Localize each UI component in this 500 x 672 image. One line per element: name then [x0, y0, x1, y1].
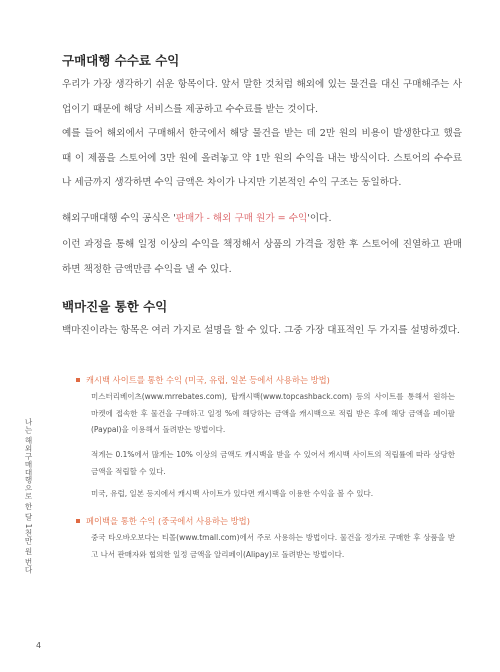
section-title-purchase-fee: 구매대행 수수료 수익 [62, 53, 180, 68]
paragraph-fee-intro: 우리가 가장 생각하기 쉬운 항목이다. 앞서 말한 것처럼 해외에 있는 물건을 대신 구매해주는 사업이기 때문에 해당 서비스를 제공하고 수수료를 받는 것이다. [62, 79, 462, 115]
paragraph-payback-method: 중국 타오바오보다는 티몰(www.tmall.com)에서 주로 사용하는 방법이다. 물건을 정가로 구매한 후 상품을 받고 나서 판매자와 협의한 일정 금액을 알리페이(Alipay)로 돌려받는 방법이다. [91, 533, 455, 559]
bullet-heading-payback-text: 페이백을 통한 수익 (중국에서 사용하는 방법) [86, 516, 250, 526]
bullet-heading-cashback-text: 캐시백 사이트를 통한 수익 (미국, 유럽, 일본 등에서 사용하는 방법) [86, 375, 330, 385]
paragraph-cashback-sites: 미스터리베이츠(www.mrrebates.com), 탑캐시백(www.topcashback.com) 등의 사이트를 통해서 원하는 마켓에 접속한 후 물건을 구매하고 일정 %에 해당하는 금액을 캐시백으로 적립 받은 후에 해당 금액을 페이팔(Paypal)을 이용해서 돌려받는 방법이다. [91, 392, 455, 434]
formula-prefix: 해외구매대행 수익 공식은 ' [62, 213, 176, 224]
paragraph-fee-example: 예를 들어 해외에서 구매해서 한국에서 해당 물건을 받는 데 2만 원의 비용이 발생한다고 했을 때 이 제품을 스토어에 3만 원에 올려놓고 약 1만 원의 수익을 내는 방식이다. 스토어의 수수료나 세금까지 생각하면 수익 금액은 차이가 나지만 기본적인 수익 구조는 동일하다. [62, 128, 462, 188]
section-title-back-margin: 백마진을 통한 수익 [62, 299, 168, 314]
book-title-side-text: 나는 해외구매대행으로 한 달 1천만 원 번다 [24, 418, 33, 574]
bullet-heading-payback [76, 515, 456, 527]
page-number: 4 [36, 641, 42, 650]
bullet-heading-cashback [76, 374, 456, 386]
formula-suffix: '이다. [307, 213, 332, 224]
paragraph-cashback-rate: 적게는 0.1%에서 많게는 10% 이상의 금액도 캐시백을 받을 수 있어서 캐시백 사이트의 적립률에 따라 상당한 금액을 적립할 수 있다. [91, 450, 455, 476]
paragraph-cashback-regions: 미국, 유럽, 일본 등지에서 캐시백 사이트가 있다면 캐시백을 이용한 수익을 볼 수 있다. [91, 489, 374, 498]
formula-highlight: 판매가 - 해외 구매 원가 = 수익 [175, 213, 308, 224]
bullet-square-icon [76, 378, 80, 382]
paragraph-back-margin-intro: 백마진이라는 항목은 여러 가지로 설명을 할 수 있다. 그중 가장 대표적인 두 가지를 설명하겠다. [62, 325, 460, 336]
bullet-square-icon [76, 519, 80, 523]
paragraph-profit-formula [62, 207, 462, 232]
paragraph-pricing-process: 이런 과정을 통해 일정 이상의 수익을 책정해서 상품의 가격을 정한 후 스토어에 진열하고 판매하면 책정한 금액만큼 수익을 낼 수 있다. [62, 239, 462, 275]
